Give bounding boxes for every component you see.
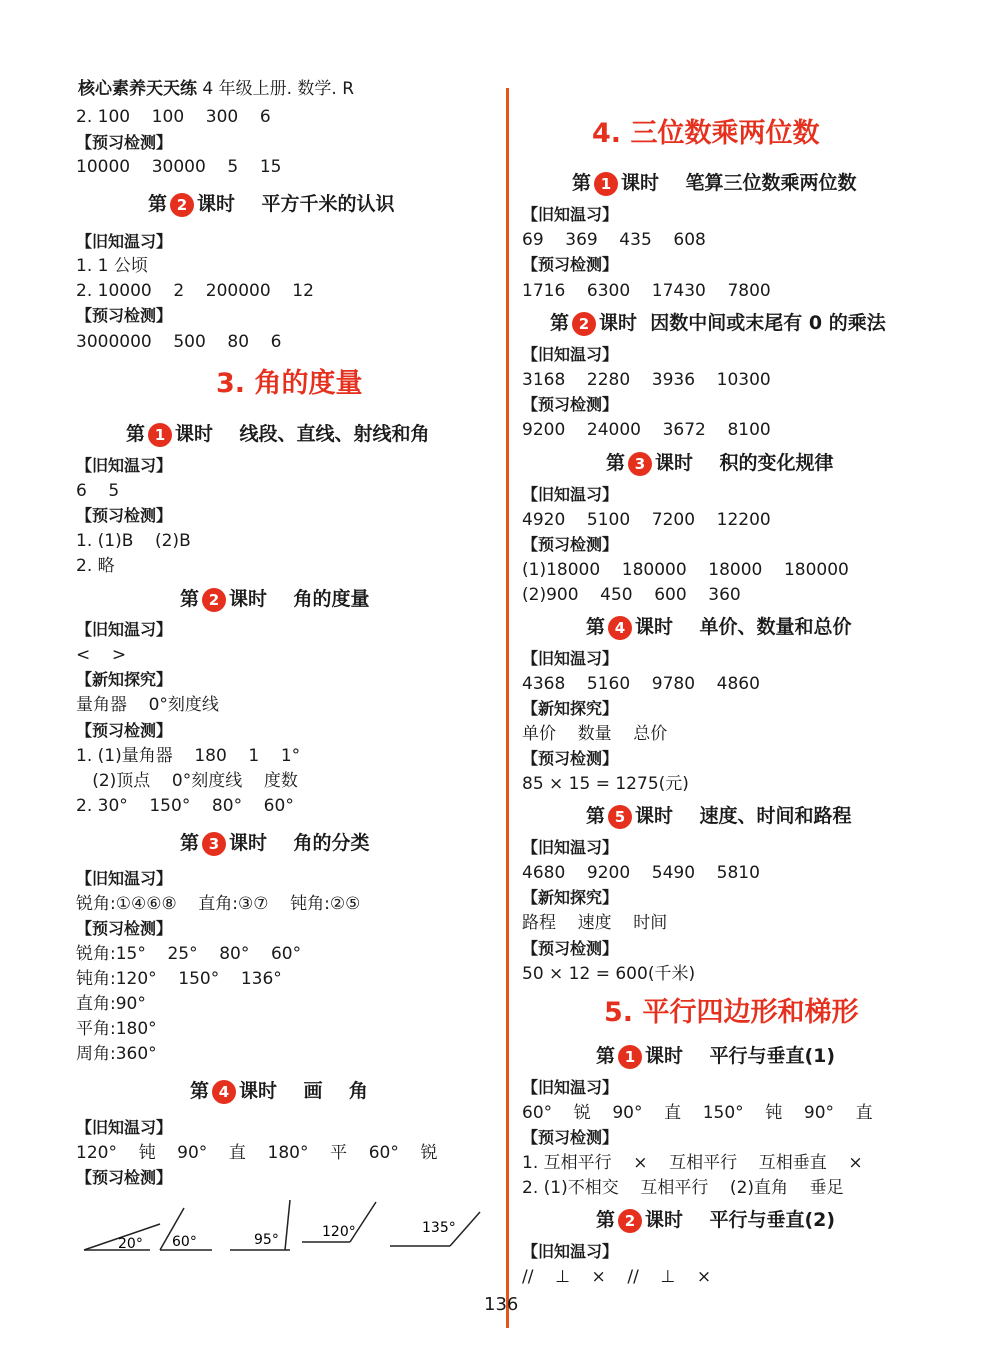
unit-title: 3. 角的度量 — [216, 368, 363, 399]
answer-row: 4920 5100 7200 12200 — [522, 510, 771, 530]
section-tag: 【预习检测】 — [76, 721, 173, 740]
lesson-number-badge: 2 — [202, 588, 226, 612]
lesson-number-badge: 2 — [170, 193, 194, 217]
unit-title: 5. 平行四边形和梯形 — [604, 997, 859, 1028]
answer-row: // ⊥ × // ⊥ × — [522, 1267, 712, 1287]
answer-row: 锐角:15° 25° 80° 60° — [76, 944, 302, 964]
section-tag: 【旧知温习】 — [76, 1118, 173, 1137]
angle-label: 95° — [254, 1232, 279, 1248]
lesson-heading: 第 3 课时 积的变化规律 — [606, 452, 834, 474]
answer-row: 路程 速度 时间 — [522, 913, 668, 933]
section-tag: 【预习检测】 — [76, 133, 173, 152]
angle-135-figure — [390, 1212, 480, 1246]
lesson-heading: 第 4 课时 画 角 — [190, 1080, 368, 1102]
section-tag: 【预习检测】 — [76, 1168, 173, 1187]
lesson-number-badge: 3 — [202, 832, 226, 856]
page-header — [78, 74, 354, 99]
angle-95-figure — [230, 1200, 290, 1250]
lesson-number-badge: 1 — [618, 1045, 642, 1069]
section-tag: 【旧知温习】 — [522, 345, 619, 364]
lesson-number-badge: 5 — [608, 805, 632, 829]
answer-row: 85 × 15 = 1275(元) — [522, 774, 689, 794]
section-tag: 【旧知温习】 — [522, 1078, 619, 1097]
answer-row: 10000 30000 5 15 — [76, 157, 282, 177]
answer-row: 50 × 12 = 600(千米) — [522, 964, 696, 984]
series-title: 核心素养天天练 — [78, 79, 197, 99]
answer-row: (1)18000 180000 18000 180000 — [522, 560, 849, 580]
answer-row: 69 369 435 608 — [522, 230, 706, 250]
section-tag: 【预习检测】 — [522, 395, 619, 414]
section-tag: 【旧知温习】 — [76, 869, 173, 888]
angle-60-figure — [160, 1208, 212, 1250]
lesson-heading: 第 2 课时 平行与垂直(2) — [596, 1209, 836, 1231]
section-tag: 【预习检测】 — [76, 306, 173, 325]
answer-row: 量角器 0°刻度线 — [76, 695, 219, 715]
answer-row: 1. 1 公顷 — [76, 256, 148, 276]
section-tag: 【旧知温习】 — [522, 838, 619, 857]
lesson-heading: 第 2 课时 因数中间或末尾有 0 的乘法 — [550, 312, 886, 334]
section-tag: 【预习检测】 — [76, 919, 173, 938]
section-tag: 【预习检测】 — [522, 1128, 619, 1147]
answer-row: 2. 10000 2 200000 12 — [76, 281, 314, 301]
section-tag: 【预习检测】 — [522, 535, 619, 554]
answer-row: 钝角:120° 150° 136° — [76, 969, 282, 989]
answer-row: < > — [76, 645, 127, 665]
lesson-heading: 第 3 课时 角的分类 — [180, 832, 370, 854]
answer-row: 120° 钝 90° 直 180° 平 60° 锐 — [76, 1143, 438, 1163]
section-tag: 【旧知温习】 — [76, 456, 173, 475]
answer-row: 平角:180° — [76, 1019, 157, 1039]
angle-label: 20° — [118, 1236, 143, 1252]
section-tag: 【新知探究】 — [522, 888, 619, 907]
book-info: 4 年级上册. 数学. R — [202, 79, 355, 99]
answer-row: 锐角:①④⑥⑧ 直角:③⑦ 钝角:②⑤ — [76, 894, 361, 914]
lesson-number-badge: 3 — [628, 452, 652, 476]
section-tag: 【新知探究】 — [76, 670, 173, 689]
section-tag: 【旧知温习】 — [522, 205, 619, 224]
answer-row: 1. (1)B (2)B — [76, 531, 191, 551]
answer-row: 2. (1)不相交 互相平行 (2)直角 垂足 — [522, 1178, 844, 1198]
lesson-heading: 第 1 课时 线段、直线、射线和角 — [126, 423, 430, 445]
section-tag: 【新知探究】 — [522, 699, 619, 718]
lesson-number-badge: 2 — [618, 1209, 642, 1233]
answer-row: 4368 5160 9780 4860 — [522, 674, 760, 694]
answer-row: 1716 6300 17430 7800 — [522, 281, 771, 301]
answer-row: 6 5 — [76, 481, 120, 501]
lesson-heading: 第 1 课时 平行与垂直(1) — [596, 1045, 836, 1067]
angle-label: 120° — [322, 1224, 356, 1240]
section-tag: 【预习检测】 — [522, 255, 619, 274]
answer-row: 9200 24000 3672 8100 — [522, 420, 771, 440]
answer-row: 4680 9200 5490 5810 — [522, 863, 760, 883]
lesson-heading: 第 5 课时 速度、时间和路程 — [586, 805, 852, 827]
section-tag: 【预习检测】 — [522, 749, 619, 768]
lesson-number-badge: 4 — [608, 616, 632, 640]
lesson-heading: 第 2 课时 平方千米的认识 — [148, 193, 395, 215]
section-tag: 【旧知温习】 — [76, 232, 173, 251]
angle-label: 60° — [172, 1234, 197, 1250]
angle-120-figure — [302, 1202, 376, 1242]
section-tag: 【旧知温习】 — [522, 485, 619, 504]
answer-row: 1. (1)量角器 180 1 1° — [76, 746, 301, 766]
answer-row: (2)顶点 0°刻度线 度数 — [76, 771, 298, 791]
angle-label: 135° — [422, 1220, 456, 1236]
lesson-number-badge: 1 — [594, 172, 618, 196]
answer-row: 2. 30° 150° 80° 60° — [76, 796, 294, 816]
answer-row: 直角:90° — [76, 994, 146, 1014]
answer-row: 周角:360° — [76, 1044, 157, 1064]
unit-title: 4. 三位数乘两位数 — [592, 118, 820, 149]
lesson-heading: 第 4 课时 单价、数量和总价 — [586, 616, 852, 638]
answer-row: (2)900 450 600 360 — [522, 585, 741, 605]
angle-20-figure — [84, 1224, 160, 1252]
answer-row: 2. 略 — [76, 556, 115, 576]
page-number: 136 — [484, 1294, 519, 1315]
lesson-heading: 第 2 课时 角的度量 — [180, 588, 370, 610]
answer-row: 2. 100 100 300 6 — [76, 107, 271, 127]
answer-row: 60° 锐 90° 直 150° 钝 90° 直 — [522, 1103, 873, 1123]
section-tag: 【旧知温习】 — [76, 620, 173, 639]
column-divider — [506, 88, 509, 1328]
section-tag: 【预习检测】 — [76, 506, 173, 525]
answer-row: 1. 互相平行 × 互相平行 互相垂直 × — [522, 1153, 863, 1173]
angle-drawings — [80, 1192, 490, 1262]
answer-row: 3168 2280 3936 10300 — [522, 370, 771, 390]
section-tag: 【旧知温习】 — [522, 649, 619, 668]
section-tag: 【旧知温习】 — [522, 1242, 619, 1261]
lesson-heading: 第 1 课时 笔算三位数乘两位数 — [572, 172, 857, 194]
lesson-number-badge: 2 — [572, 312, 596, 336]
answer-row: 单价 数量 总价 — [522, 724, 668, 744]
lesson-number-badge: 4 — [212, 1080, 236, 1104]
section-tag: 【预习检测】 — [522, 939, 619, 958]
lesson-number-badge: 1 — [148, 423, 172, 447]
answer-row: 3000000 500 80 6 — [76, 332, 282, 352]
